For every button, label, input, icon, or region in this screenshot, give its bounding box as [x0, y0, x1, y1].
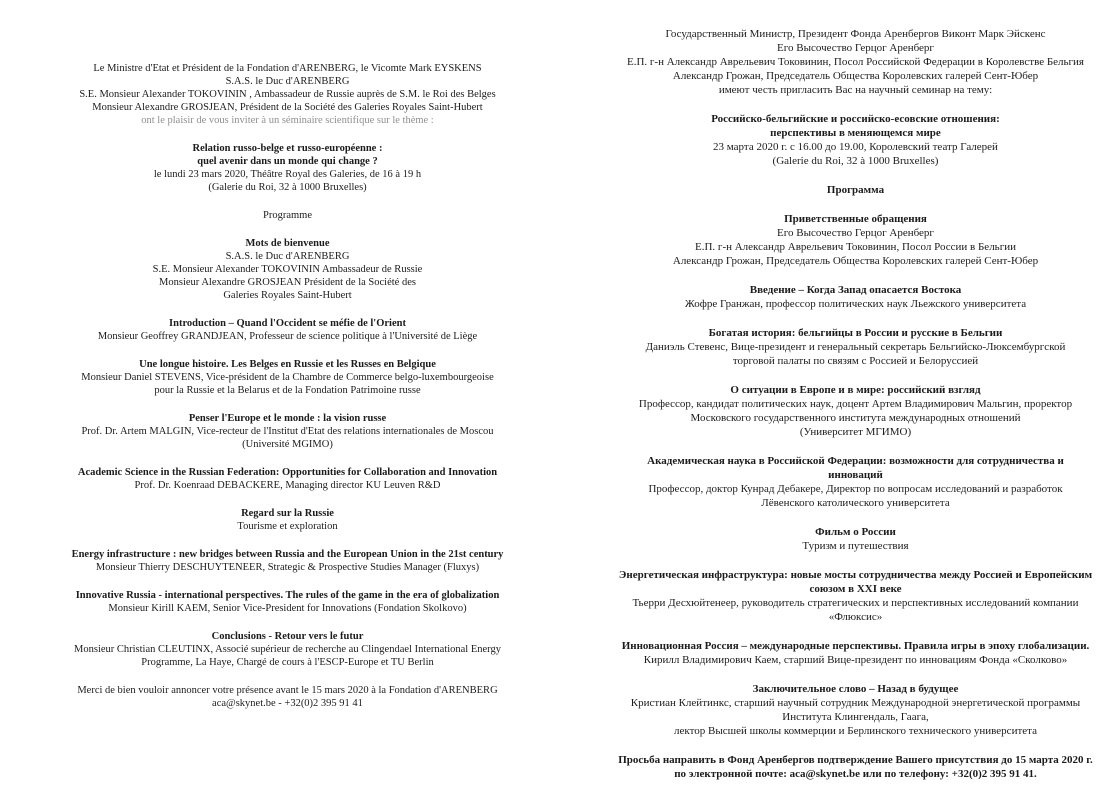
text-line: Введение – Когда Запад опасается Востока — [749, 284, 962, 296]
text-line: Programme — [263, 210, 312, 221]
text-line: pour la Russie et la Belarus et de la Fondation Patrimoine russe — [154, 385, 421, 396]
text-line: S.E. Monsieur Alexander TOKOVININ , Ambassadeur de Russie auprès de S.M. le Roi des Belges — [79, 89, 496, 100]
text-line: Заключительное слово – Назад в будущее — [752, 683, 959, 695]
text-line: Жофре Гранжан, профессор политических наук Льежского университета — [684, 298, 1027, 310]
paragraph-block — [598, 525, 1113, 553]
paragraph-block — [30, 507, 545, 533]
text-line: лектор Высшей школы коммерции и Берлинского технического университета — [674, 725, 1037, 737]
text-line: 23 марта 2020 г. с 16.00 до 19.00, Королевский театр Галерей — [713, 141, 998, 153]
text-line: союзом в XXI веке — [809, 583, 902, 595]
text-line: aca@skynet.be - +32(0)2 395 91 41 — [212, 698, 363, 709]
text-line: Monsieur Geoffrey GRANDJEAN, Professeur de science politique à l'Université de Liège — [97, 331, 478, 342]
paragraph-block — [598, 682, 1113, 738]
paragraph-block — [598, 183, 1113, 197]
paragraph-block — [30, 142, 545, 194]
paragraph-block — [30, 317, 545, 343]
paragraph-block — [598, 326, 1113, 368]
text-line: Penser l'Europe et le monde : la vision russe — [188, 413, 387, 424]
page-french-invitation — [30, 62, 545, 710]
text-line: Academic Science in the Russian Federation: Opportunities for Collaboration and Innovation — [77, 467, 498, 478]
text-line: Его Высочество Герцог Аренберг — [777, 227, 934, 239]
text-line: Академическая наука в Российской Федерации: возможности для сотрудничества и — [647, 455, 1064, 467]
text-line: Приветственные обращения — [784, 213, 927, 225]
paragraph-block — [598, 283, 1113, 311]
text-line: Innovative Russia - international perspectives. The rules of the game in the era of globalization — [75, 590, 500, 601]
text-line: торговой палаты по связям с Россией и Белоруссией — [732, 355, 979, 367]
paragraph-block — [598, 454, 1113, 510]
text-line: Е.П. г-н Александр Аврельевич Токовинин, Посол России в Бельгии — [695, 241, 1016, 253]
text-line: (Galerie du Roi, 32 à 1000 Bruxelles) — [208, 182, 367, 193]
text-line: Monsieur Daniel STEVENS, Vice-président de la Chambre de Commerce belgo-luxembourgeoise — [81, 372, 494, 383]
text-line: Института Клингендаль, Гаага, — [782, 711, 929, 723]
text-line: Богатая история: бельгийцы в России и русские в Бельгии — [708, 327, 1003, 339]
paragraph-block — [598, 212, 1113, 268]
text-line: le lundi 23 mars 2020, Théâtre Royal des Galeries, de 16 à 19 h — [153, 169, 422, 180]
text-line: quel avenir dans un monde qui change ? — [197, 156, 378, 167]
text-line: Regard sur la Russie — [241, 508, 334, 519]
paragraph-block — [598, 568, 1113, 624]
text-line: Monsieur Kirill KAEM, Senior Vice-President for Innovations (Fondation Skolkovo) — [108, 603, 467, 614]
paragraph-block — [30, 412, 545, 451]
text-line: Кристиан Клейтинкс, старший научный сотрудник Международной энергетической программы — [630, 697, 1081, 709]
text-line: Энергетическая инфраструктура: новые мосты сотрудничества между Россией и Европейским — [618, 569, 1093, 581]
paragraph-block — [598, 27, 1113, 97]
paragraph-block — [30, 466, 545, 492]
text-line: Российско-бельгийские и российско-есовские отношения: — [711, 113, 1000, 125]
text-line: перспективы в меняющемся мире — [770, 127, 941, 139]
text-line: S.A.S. le Duc d'ARENBERG — [225, 251, 350, 262]
text-line: Московского государственного института международных отношений — [690, 412, 1021, 424]
text-line: Государственный Министр, Президент Фонда Аренбергов Виконт Марк Эйскенс — [665, 28, 1046, 40]
text-line: Conclusions - Retour vers le futur — [211, 631, 364, 642]
text-line: S.E. Monsieur Alexander TOKOVININ Ambassadeur de Russie — [152, 264, 423, 275]
text-line: Кирилл Владимирович Каем, старший Вице-президент по инновациям Фонда «Сколково» — [643, 654, 1068, 666]
paragraph-block — [30, 237, 545, 302]
text-line: Туризм и путешествия — [802, 540, 909, 552]
text-line: (Galerie du Roi, 32 à 1000 Bruxelles) — [772, 155, 939, 167]
text-line: Тьерри Десхюйтенеер, руководитель стратегических и перспективных исследований компании — [632, 597, 1079, 609]
text-line: Monsieur Alexandre GROSJEAN Président de la Société des — [159, 277, 416, 288]
text-line: Le Ministre d'Etat et Président de la Fondation d'ARENBERG, le Vicomte Mark EYSKENS — [93, 63, 482, 74]
text-line: Его Высочество Герцог Аренберг — [777, 42, 934, 54]
text-line: Monsieur Alexandre GROSJEAN, Président de la Société des Galeries Royales Saint-Hubert — [92, 102, 483, 113]
paragraph-block — [30, 62, 545, 127]
text-line: Tourisme et exploration — [237, 521, 338, 532]
text-line: Инновационная Россия – международные перспективы. Правила игры в эпоху глобализации. — [621, 640, 1090, 652]
text-line: Prof. Dr. Koenraad DEBACKERE, Managing director KU Leuven R&D — [134, 480, 441, 491]
text-line: S.A.S. le Duc d'ARENBERG — [225, 76, 350, 87]
paragraph-block — [30, 548, 545, 574]
text-line: Просьба направить в Фонд Аренбергов подтверждение Вашего присутствия до 15 марта 2020 г. — [618, 754, 1093, 766]
text-line: (Université MGIMO) — [242, 439, 333, 450]
text-line: Merci de bien vouloir annoncer votre présence avant le 15 mars 2020 à la Fondation d'ARENBERG — [77, 685, 498, 696]
paragraph-block — [30, 209, 545, 222]
text-line: «Флюксис» — [828, 611, 883, 623]
text-line: имеют честь пригласить Вас на научный семинар на тему: — [718, 84, 993, 96]
paragraph-block — [598, 112, 1113, 168]
text-line: Профессор, кандидат политических наук, доцент Артем Владимирович Мальгин, проректор — [638, 398, 1073, 410]
text-line: Une longue histoire. Les Belges en Russie et les Russes en Belgique — [139, 359, 436, 370]
text-line: Александр Грожан, Председатель Общества Королевских галерей Сент-Юбер — [672, 255, 1039, 267]
text-line: Prof. Dr. Artem MALGIN, Vice-recteur de l'Institut d'Etat des relations internationales de Moscou — [81, 426, 494, 437]
text-line: Relation russo-belge et russo-européenne : — [192, 143, 383, 154]
paragraph-block — [598, 753, 1113, 781]
text-line: Даниэль Стевенс, Вице-президент и генеральный секретарь Бельгийско-Люксембургской — [645, 341, 1066, 353]
text-line: Александр Грожан, Председатель Общества Королевских галерей Сент-Юбер — [672, 70, 1039, 82]
text-line: Лёвенского католического университета — [761, 497, 950, 509]
paragraph-block — [30, 684, 545, 710]
text-line: Программа — [826, 184, 885, 196]
text-line: Introduction – Quand l'Occident se méfie de l'Orient — [169, 318, 406, 329]
text-line: Mots de bienvenue — [245, 238, 330, 249]
text-line: Galeries Royales Saint-Hubert — [223, 290, 352, 301]
paragraph-block — [598, 383, 1113, 439]
page-russian-invitation — [598, 27, 1113, 781]
text-line: по электронной почте: aca@skynet.be или по телефону: +32(0)2 395 91 41. — [674, 768, 1037, 780]
text-line: Е.П. г-н Александр Аврельевич Токовинин, Посол Российской Федерации в Королевстве Бельгия — [627, 56, 1084, 68]
paragraph-block — [30, 630, 545, 669]
text-line: ont le plaisir de vous inviter à un séminaire scientifique sur le thème : — [141, 115, 434, 126]
paragraph-block — [598, 639, 1113, 667]
text-line: Monsieur Thierry DESCHUYTENEER, Strategic & Prospective Studies Manager (Fluxys) — [95, 562, 480, 573]
paragraph-block — [30, 358, 545, 397]
text-line: Programme, La Haye, Chargé de cours à l'ESCP-Europe et TU Berlin — [141, 657, 434, 668]
text-line: (Университет МГИМО) — [799, 426, 912, 438]
paragraph-block — [30, 589, 545, 615]
text-line: Monsieur Christian CLEUTINX, Associé supérieur de recherche au Clingendael International Energy — [74, 644, 501, 655]
text-line: О ситуации в Европе и в мире: российский взгляд — [730, 384, 981, 396]
text-line: Energy infrastructure : new bridges between Russia and the European Union in the 21st century — [71, 549, 504, 560]
text-line: Фильм о России — [815, 526, 896, 538]
text-line: Профессор, доктор Кунрад Дебакере, Директор по вопросам исследований и разработок — [648, 483, 1063, 495]
text-line: инноваций — [828, 469, 883, 481]
